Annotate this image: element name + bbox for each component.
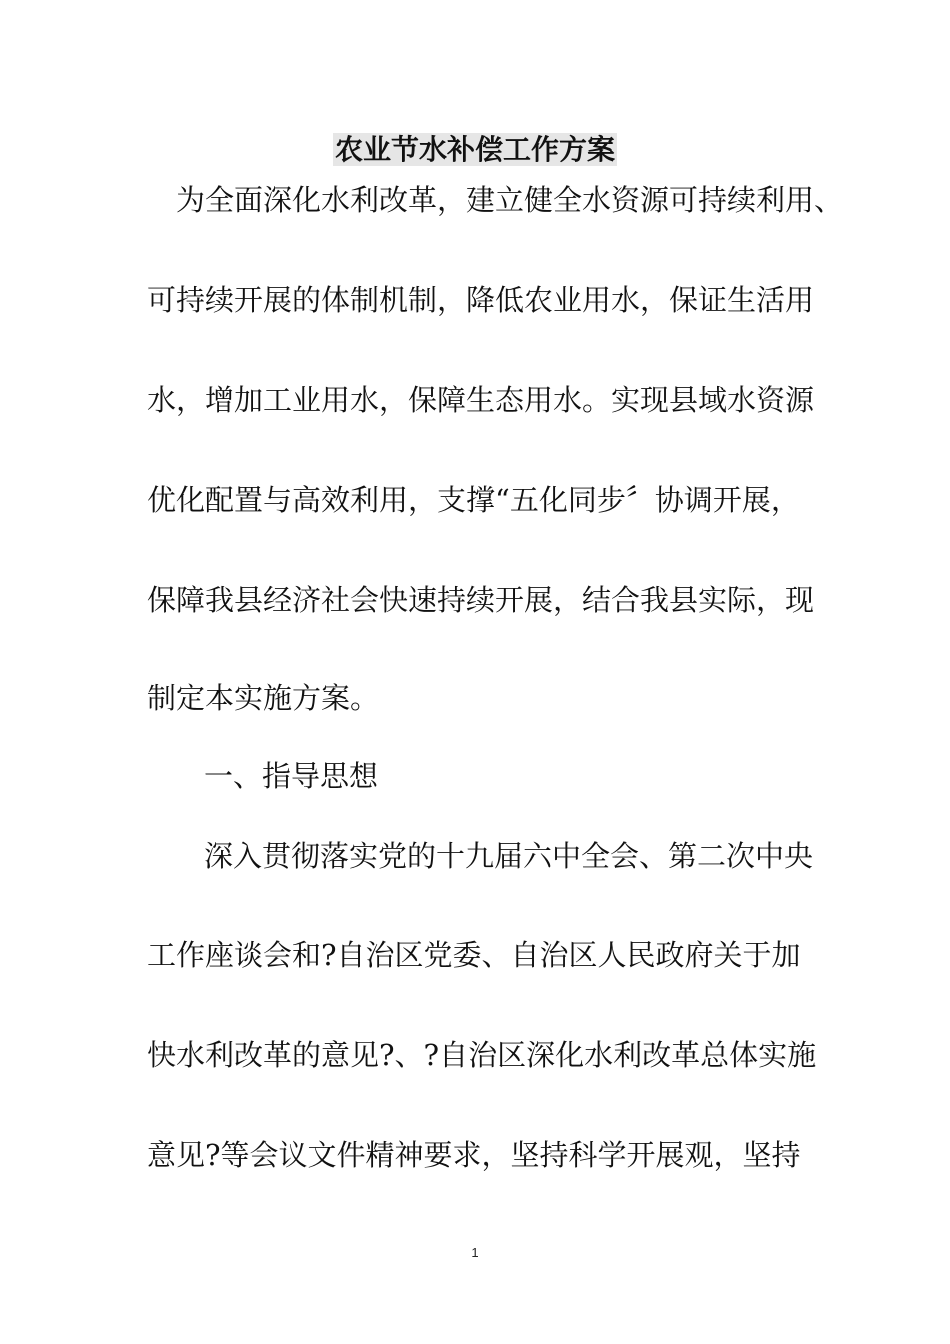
section-heading: 一、指导思想 xyxy=(204,759,379,793)
page-number: 1 xyxy=(471,1245,479,1260)
body-line: 水，增加工业用水，保障生态用水。实现县域水资源 xyxy=(147,383,815,417)
body-line: 制定本实施方案。 xyxy=(147,681,380,715)
body-line: 优化配置与高效利用，支撑“五化同步〞协调开展， xyxy=(147,483,800,517)
body-line: 快水利改革的意见?、?自治区深化水利改革总体实施 xyxy=(147,1038,817,1072)
body-line: 深入贯彻落实党的十九届六中全会、第二次中央 xyxy=(204,839,814,873)
body-line: 保障我县经济社会快速持续开展，结合我县实际，现 xyxy=(147,583,815,617)
body-line: 工作座谈会和?自治区党委、自治区人民政府关于加 xyxy=(147,938,801,972)
body-line: 意见?等会议文件精神要求，坚持科学开展观，坚持 xyxy=(147,1138,801,1172)
body-line: 为全面深化水利改革，建立健全水资源可持续利用、 xyxy=(176,183,844,217)
document-title xyxy=(0,128,950,172)
document-title-text: 农业节水补偿工作方案 xyxy=(334,133,615,166)
body-line: 可持续开展的体制机制，降低农业用水，保证生活用 xyxy=(147,283,815,317)
